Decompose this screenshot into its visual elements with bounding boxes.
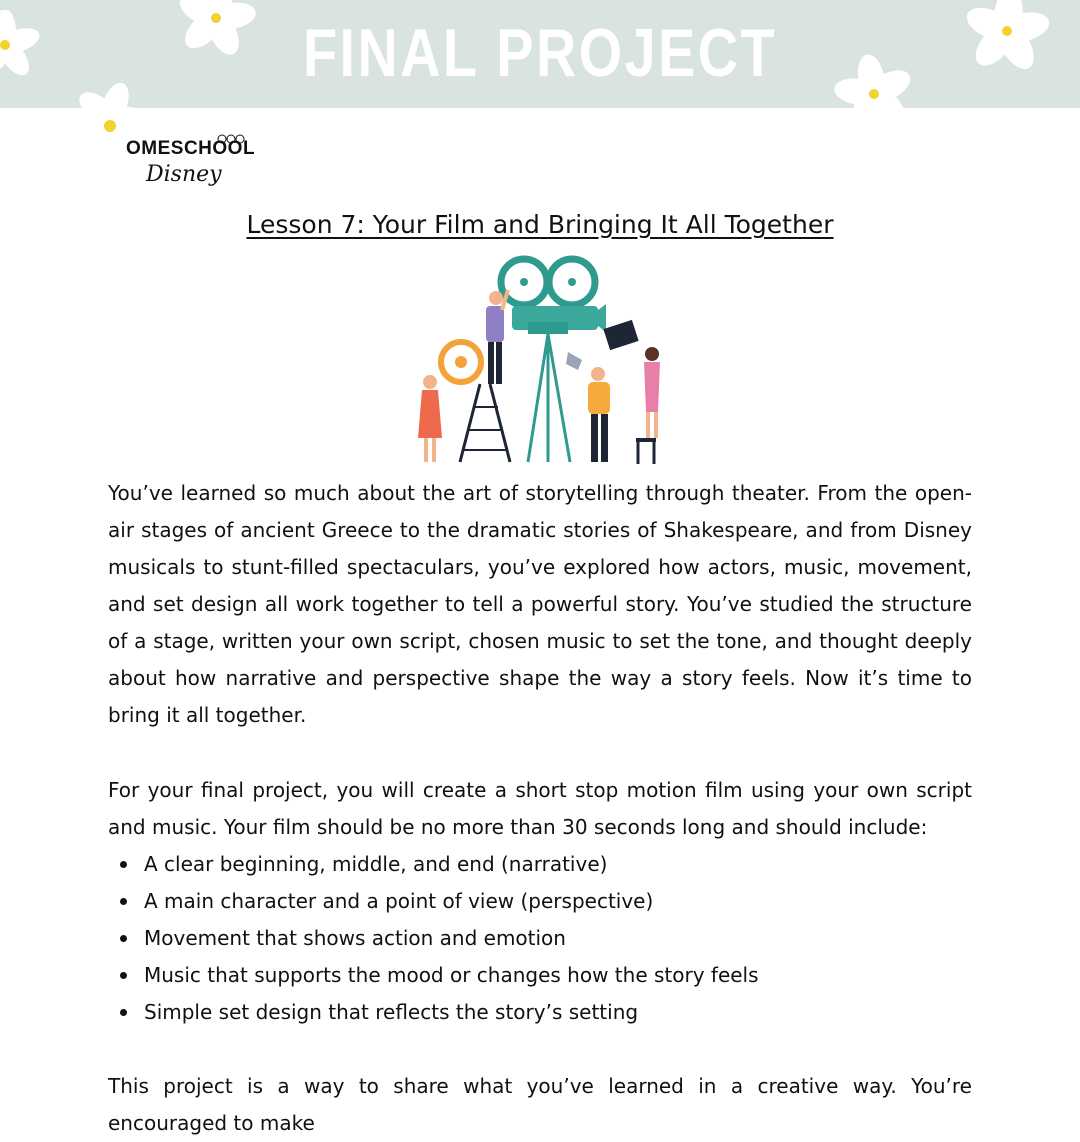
cut-off-paragraph-line: This project is a way to share what you’ve learned in a creative way. You’re encouraged to make bbox=[108, 1068, 972, 1105]
list-item: A main character and a point of view (perspective) bbox=[108, 883, 972, 920]
lesson-title: Lesson 7: Your Film and Bringing It All Together bbox=[0, 210, 1080, 239]
list-item: Music that supports the mood or changes how the story feels bbox=[108, 957, 972, 994]
list-item: Simple set design that reflects the story’s setting bbox=[108, 994, 972, 1031]
project-paragraph: For your final project, you will create a short stop motion film using your own script and music. Your film should be no more than 30 seconds long and should include: bbox=[108, 772, 972, 846]
flower-icon bbox=[96, 112, 124, 140]
film-crew-illustration bbox=[410, 252, 670, 468]
page-title: FINAL PROJECT bbox=[97, 14, 983, 92]
requirements-list bbox=[108, 846, 972, 1031]
intro-paragraph: You’ve learned so much about the art of storytelling through theater. From the open-air stages of ancient Greece to the dramatic stories of Shakespeare, and from Disney musicals to stunt-filled spectaculars, you’ve explored how actors, music, movement, and set design all work together to tell a powerful story. You’ve studied the structure of a stage, written your own script, chosen music to set the tone, and thought deeply about how narrative and perspective shape the way a story feels. Now it’s time to bring it all together. bbox=[108, 475, 972, 734]
logo-homeschool-text: OMESCHOOL bbox=[126, 138, 255, 160]
homeschool-disney-logo bbox=[126, 134, 266, 200]
logo-disney-text: Disney bbox=[146, 162, 222, 187]
flower-icon bbox=[0, 10, 40, 80]
list-item: Movement that shows action and emotion bbox=[108, 920, 972, 957]
page-header bbox=[0, 0, 1080, 108]
list-item: A clear beginning, middle, and end (narrative) bbox=[108, 846, 972, 883]
